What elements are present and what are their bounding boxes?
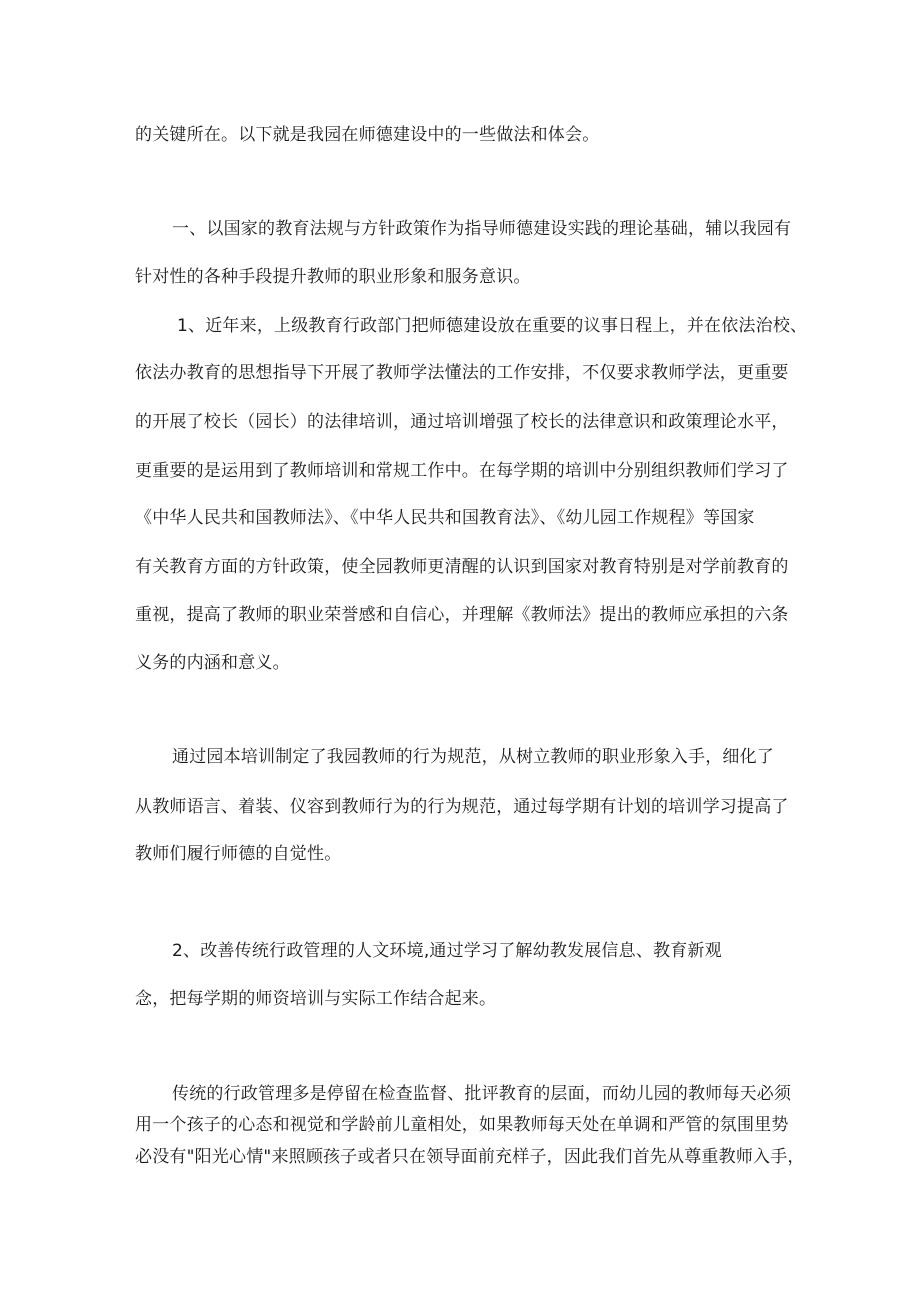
paragraph-line: 用一个孩子的心态和视觉和学龄前儿童相处，如果教师每天处在单调和严管的氛围里势 (135, 1115, 789, 1135)
paragraph-line: 教师们履行师德的自觉性。 (135, 844, 342, 864)
paragraph-line: 重视，提高了教师的职业荣誉感和自信心，并理解《教师法》提出的教师应承担的六条 (135, 605, 789, 625)
paragraph-line: 的关键所在。以下就是我园在师德建设中的一些做法和体会。 (135, 125, 600, 145)
paragraph-line: 依法办教育的思想指导下开展了教师学法懂法的工作安排，不仅要求教师学法，更重要 (135, 363, 789, 383)
paragraph-line: 义务的内涵和意义。 (135, 653, 290, 673)
paragraph-line: 1、近年来，上级教育行政部门把师德建设放在重要的议事日程上，并在依法治校、 (177, 316, 808, 336)
paragraph-line: 念，把每学期的师资培训与实际工作结合起来。 (135, 989, 497, 1009)
heading-line: 一、以国家的教育法规与方针政策作为指导师德建设实践的理论基础，辅以我园有 (172, 219, 792, 239)
heading-line: 针对性的各种手段提升教师的职业形象和服务意识。 (135, 267, 531, 287)
paragraph-line: 《中华人民共和国教师法》、《中华人民共和国教育法》、《幼儿园工作规程》等国家 (135, 508, 755, 528)
paragraph-line: 的开展了校长（园长）的法律培训，通过培训增强了校长的法律意识和政策理论水平， (135, 412, 789, 432)
paragraph-line: 从教师语言、着装、仪容到教师行为的行为规范，通过每学期有计划的培训学习提高了 (135, 797, 789, 817)
paragraph-line: 传统的行政管理多是停留在检查监督、批评教育的层面，而幼儿园的教师每天必须 (172, 1084, 792, 1104)
paragraph-line: 有关教育方面的方针政策，使全园教师更清醒的认识到国家对教育特别是对学前教育的 (135, 557, 789, 577)
paragraph-line: 更重要的是运用到了教师培训和常规工作中。在每学期的培训中分别组织教师们学习了 (135, 461, 789, 481)
paragraph-line: 通过园本培训制定了我园教师的行为规范，从树立教师的职业形象入手，细化了 (172, 747, 774, 767)
paragraph-line: 2、改善传统行政管理的人文环境,通过学习了解幼教发展信息、教育新观 (172, 941, 722, 961)
paragraph-line: 必没有"阳光心情"来照顾孩子或者只在领导面前充样子，因此我们首先从尊重教师入手， (135, 1147, 805, 1167)
